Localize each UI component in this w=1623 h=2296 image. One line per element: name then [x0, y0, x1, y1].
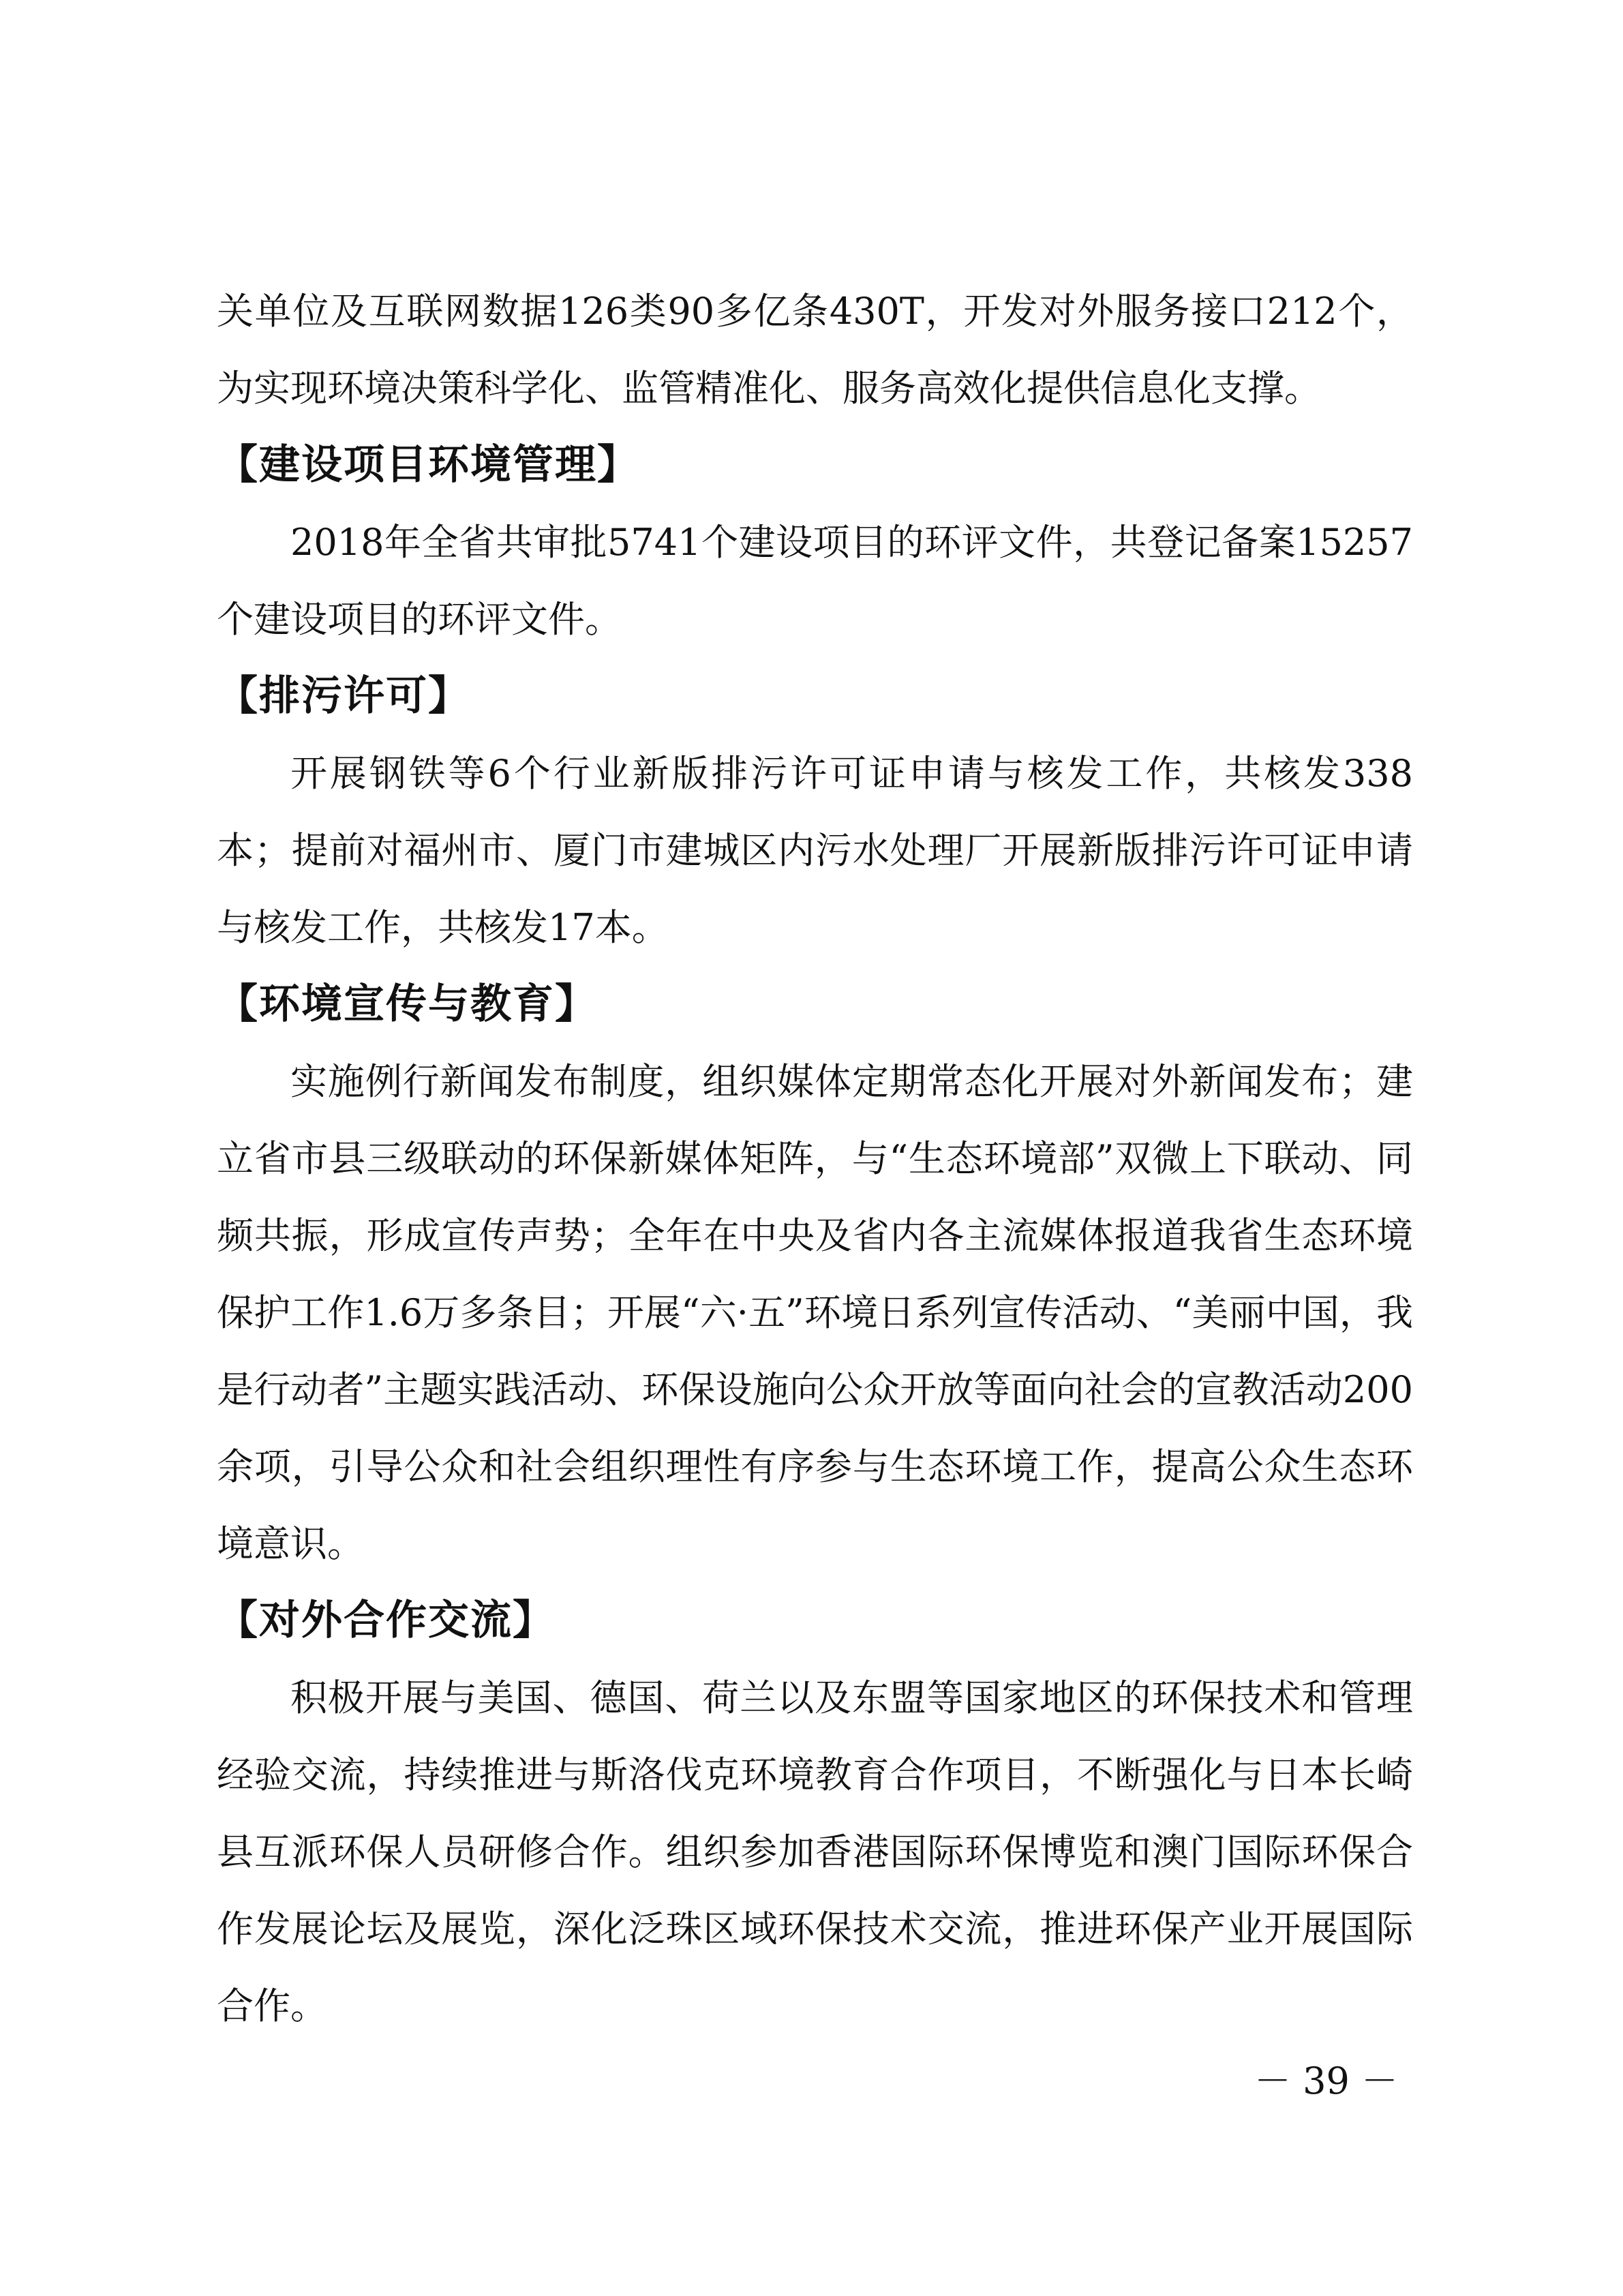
section-heading-construction: 【建设项目环境管理】 [217, 441, 639, 489]
section-heading-foreign-cooperation: 【对外合作交流】 [217, 1597, 555, 1644]
section-body-discharge-permit: 开展钢铁等6个行业新版排污许可证申请与核发工作，共核发338本；提前对福州市、厦门市建城区内污水处理厂开展新版排污许可证申请与核发工作，共核发17本。 [217, 752, 1413, 949]
section-body-construction: 2018年全省共审批5741个建设项目的环评文件，共登记备案15257个建设项目的环评文件。 [217, 521, 1413, 641]
section-heading-publicity-education: 【环境宣传与教育】 [217, 980, 597, 1028]
section-heading-discharge-permit: 【排污许可】 [217, 672, 470, 720]
intro-paragraph: 关单位及互联网数据126类90多亿条430T，开发对外服务接口212个，为实现环境决策科学化、监管精准化、服务高效化提供信息化支撑。 [217, 290, 1413, 410]
section-body-foreign-cooperation: 积极开展与美国、德国、荷兰以及东盟等国家地区的环保技术和管理经验交流，持续推进与斯洛伐克环境教育合作项目，不断强化与日本长崎县互派环保人员研修合作。组织参加香港国际环保博览和澳门国际环保合作发展论坛及展览，深化泛珠区域环保技术交流，推进环保产业开展国际合作。 [217, 1676, 1413, 2027]
document-page [217, 273, 1413, 2044]
section-body-publicity-education: 实施例行新闻发布制度，组织媒体定期常态化开展对外新闻发布；建立省市县三级联动的环保新媒体矩阵，与“生态环境部”双微上下联动、同频共振，形成宣传声势；全年在中央及省内各主流媒体报道我省生态环境保护工作1.6万多条目；开展“六·五”环境日系列宣传活动、“美丽中国，我是行动者”主题实践活动、环保设施向公众开放等面向社会的宣教活动200余项，引导公众和社会组织理性有序参与生态环境工作，提高公众生态环境意识。 [217, 1060, 1413, 1565]
page-number: － 39 － [1254, 2059, 1399, 2102]
